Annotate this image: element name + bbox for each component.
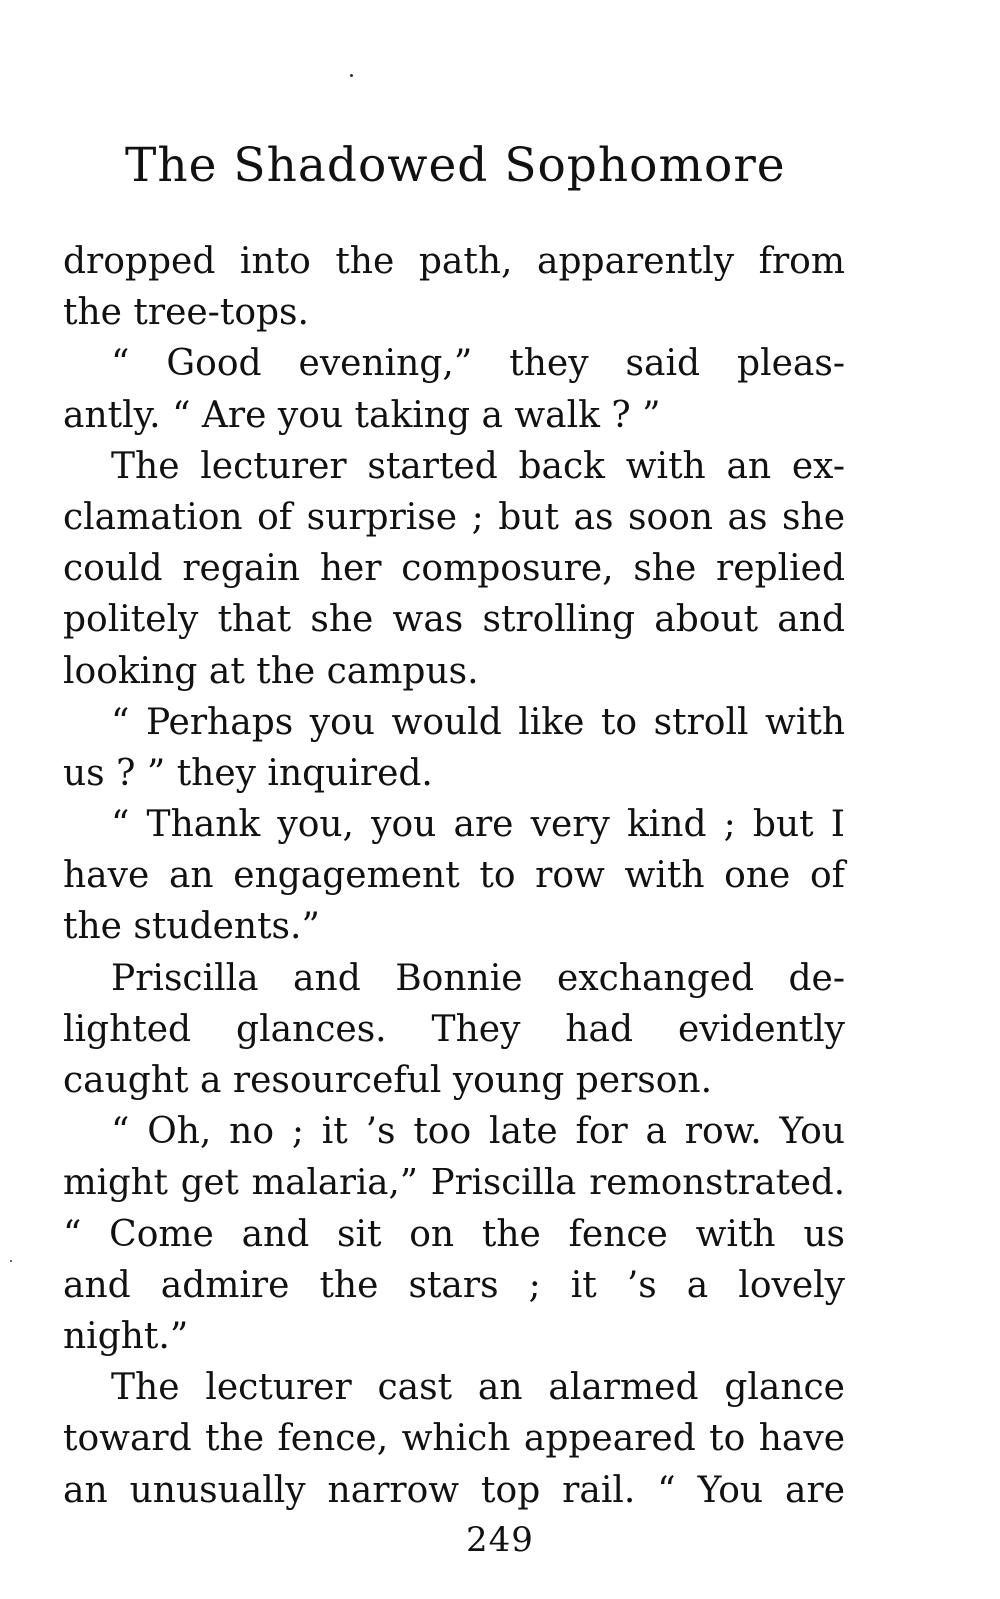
text-line: “ Perhaps you would like to stroll with: [111, 701, 845, 743]
text-line: “ Oh, no ; it ’s too late for a row. You: [111, 1111, 845, 1153]
text-line: antly. “ Are you taking a walk ? ”: [63, 394, 661, 436]
text-line: night.”: [63, 1315, 189, 1357]
text-line: have an engagement to row with one of: [63, 855, 845, 897]
text-line: “ Thank you, you are very kind ; but I: [111, 804, 845, 846]
text-line: and admire the stars ; it ’s a lovely: [63, 1264, 845, 1306]
body-text: [63, 236, 845, 1516]
text-line: “ Good evening,” they said pleas-: [111, 343, 845, 385]
text-line: might get malaria,” Priscilla remonstrated.: [63, 1162, 845, 1204]
text-line: Priscilla and Bonnie exchanged de-: [111, 957, 845, 999]
text-line: the tree-tops.: [63, 292, 309, 334]
text-line: politely that she was strolling about and: [63, 599, 845, 641]
print-speck: [10, 1260, 12, 1262]
text-line: an unusually narrow top rail. “ You are: [63, 1469, 845, 1511]
text-line: “ Come and sit on the fence with us: [63, 1213, 845, 1255]
text-line: lighted glances. They had evidently: [63, 1008, 845, 1050]
text-line: dropped into the path, apparently from: [63, 241, 845, 282]
text-line: us ? ” they inquired.: [63, 752, 433, 794]
text-line: looking at the campus.: [63, 650, 479, 692]
text-line: the students.”: [63, 906, 320, 948]
text-line: The lecturer started back with an ex-: [111, 445, 845, 487]
text-line: The lecturer cast an alarmed glance: [111, 1367, 845, 1409]
print-speck: [350, 74, 353, 77]
text-line: toward the fence, which appeared to have: [63, 1418, 845, 1460]
text-line: caught a resourceful young person.: [63, 1060, 713, 1101]
text-line: could regain her composure, she replied: [63, 548, 845, 590]
text-line: clamation of surprise ; but as soon as she: [63, 496, 845, 538]
running-head: The Shadowed Sophomore: [125, 138, 786, 193]
page-number: 249: [466, 1520, 534, 1560]
